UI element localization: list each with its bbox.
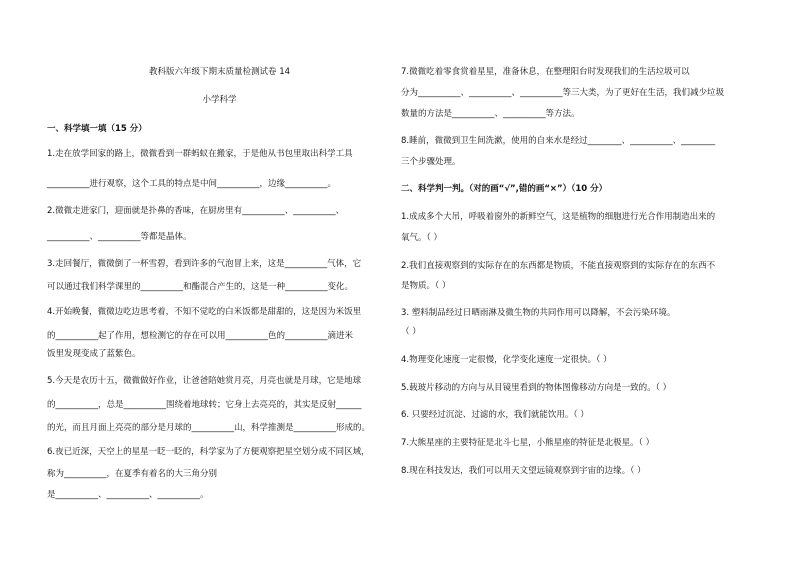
question-line: 饭里发现变成了蓝紫色。: [47, 349, 141, 359]
question-line: 的光，而且月面上亮亮的部分是月球的__________山，科学推测是__________形成的。: [47, 423, 371, 433]
section2-heading: 二、科学判一判。（对的画“√”,错的画“×”）（10 分）: [401, 184, 608, 194]
question-line: 1.走在放学回家的路上，微微看到一群蚂蚁在搬家，于是他从书包里取出科学工具: [47, 149, 353, 159]
judgement-line: （ ）: [401, 327, 421, 337]
judgement-line: 5.载玻片移动的方向与从目镜里看到的物体图像移动方向是一致的。（ ）: [401, 383, 672, 393]
exam-title: 教科版六年级下期末质量检测试卷 14: [148, 67, 291, 77]
question-line: 8.睡前，微微到卫生间洗漱，使用的自来水是经过________、__________、________: [401, 136, 716, 146]
question-line: 称为__________，在夏季有着名的大三角分别: [47, 469, 218, 479]
question-line: 可以通过我们科学课里的__________和酯混合产生的，这是一种__________变化。: [47, 282, 354, 292]
question-line: __________、__________等都是晶体。: [47, 232, 192, 242]
question-line: 是__________、__________、__________。: [47, 490, 209, 500]
judgement-line: 氧气。（ ）: [401, 233, 442, 243]
judgement-line: 2.我们直接观察到的实际存在的东西都是物质，不能直接观察到的实际存在的东西不: [401, 261, 716, 271]
question-line: 数量的方法是__________、__________等方法。: [401, 109, 580, 119]
question-line: 4.开始晚餐，微微边吃边思考着，不知不觉吃的白米饭都是甜甜的，这是因为米饭里: [47, 307, 362, 317]
question-line: 6.夜已近深，天空上的星星一眨一眨的，科学家为了方便观察把星空划分成不同区域，: [47, 447, 370, 457]
question-line: 的__________起了作用，想检测它的存在可以用__________色的__________滴进米: [47, 331, 354, 341]
section1-heading: 一、科学填一填（15 分）: [47, 124, 147, 134]
judgement-line: 是物质。（ ）: [401, 281, 451, 291]
judgement-line: 7.大熊星座的主要特征是北斗七星，小熊星座的特征是北极星。（ ）: [401, 438, 655, 448]
judgement-line: 8.现在科技发达，我们可以用天文望远镜观察到宇宙的边缘。（ ）: [401, 466, 646, 476]
question-line: 三个步骤处理。: [401, 157, 461, 167]
judgement-line: 1.成成多个大吊，呼吸着窗外的新鲜空气，这是植物的细胞进行光合作用制造出来的: [401, 212, 716, 222]
judgement-line: 4.物理变化速度一定很慢，化学变化速度一定很快。（ ）: [401, 355, 612, 365]
question-line: 7.微微吃着零食赏着星星，准备休息，在整理阳台时发现我们的生活垃圾可以: [401, 67, 690, 77]
question-line: 的__________，总是__________围绕着地球转；它身上去亮亮的，其实是反射______: [47, 400, 362, 410]
question-line: 5.今天是农历十五，微微做好作业，让爸爸陪她赏月亮，月亮也就是月球，它是地球: [47, 376, 362, 386]
question-line: __________进行观察，这个工具的特点是中间__________，边缘__________。: [47, 179, 337, 189]
question-line: 2.微微走进家门，迎面就是扑鼻的香味，在厨房里有__________、__________、: [47, 206, 345, 216]
exam-subtitle: 小学科学: [202, 95, 237, 105]
question-line: 3.走回餐厅，微微倒了一杯雪碧，看到许多的气泡冒上来，这是__________气体，它: [47, 259, 362, 269]
question-line: 分为__________、__________、__________等三大类，为了更好在生活，我们减少垃圾: [401, 88, 725, 98]
judgement-line: 6. 只要经过沉淀、过滤的水，我们就能饮用。（ ）: [401, 410, 589, 420]
judgement-line: 3. 塑料制品经过日晒雨淋及微生物的共同作用可以降解，不会污染环境。: [401, 308, 676, 318]
